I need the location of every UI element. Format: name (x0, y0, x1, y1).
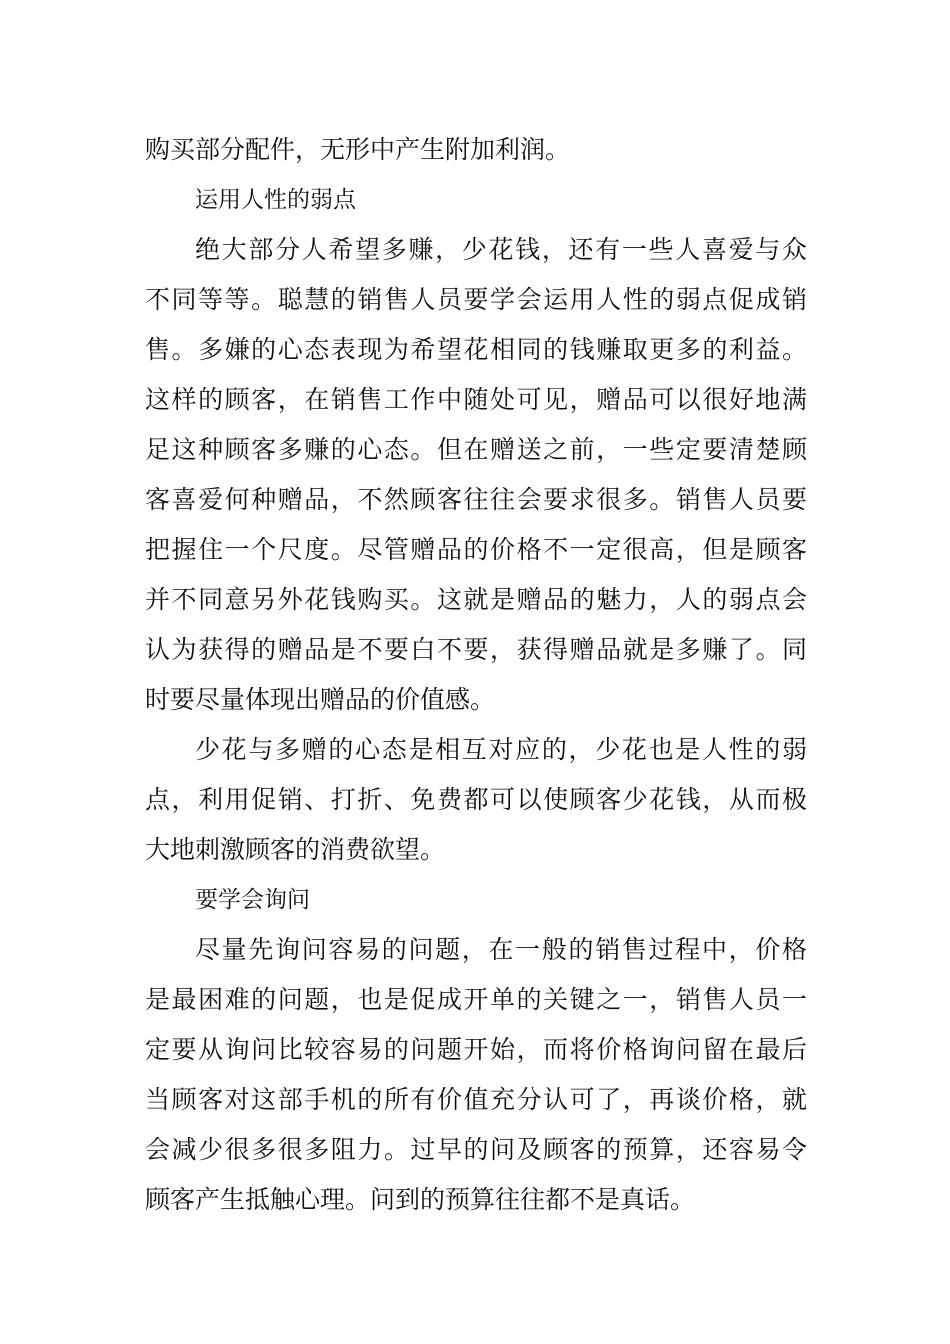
paragraph-line: 定要从询问比较容易的问题开始，而将价格询问留在最后 (145, 1035, 807, 1064)
document-page (145, 125, 807, 1225)
paragraph-first-line: 少花与多赠的心态是相互对应的，少花也是人性的弱 (195, 735, 807, 764)
paragraph-line: 是最困难的问题，也是促成开单的关键之一，销售人员一 (145, 985, 807, 1014)
paragraph-line: 会减少很多很多阻力。过早的问及顾客的预算，还容易令 (145, 1135, 807, 1164)
paragraph-line: 认为获得的赠品是不要白不要，获得赠品就是多赚了。同 (145, 635, 807, 664)
paragraph-first-line: 绝大部分人希望多赚，少花钱，还有一些人喜爱与众 (195, 235, 807, 264)
section-heading: 要学会询问 (195, 887, 310, 913)
paragraph-first-line: 尽量先询问容易的问题，在一般的销售过程中，价格 (195, 935, 807, 964)
paragraph-line: 足这种顾客多赚的心态。但在赠送之前，一些定要清楚顾 (145, 435, 807, 464)
paragraph-line: 并不同意另外花钱购买。这就是赠品的魅力，人的弱点会 (145, 585, 807, 614)
paragraph-line: 大地刺激顾客的消费欲望。 (145, 835, 446, 864)
section-heading: 运用人性的弱点 (195, 187, 356, 213)
paragraph-line: 售。多嫌的心态表现为希望花相同的钱赚取更多的利益。 (145, 335, 807, 364)
paragraph-line: 顾客产生抵触心理。问到的预算往往都不是真话。 (145, 1185, 696, 1214)
paragraph-line: 客喜爱何种赠品，不然顾客往往会要求很多。销售人员要 (145, 485, 807, 514)
paragraph-line: 购买部分配件，无形中产生附加利润。 (145, 135, 571, 164)
paragraph-line: 点，利用促销、打折、免费都可以使顾客少花钱，从而极 (145, 785, 807, 814)
paragraph-line: 把握住一个尺度。尽管赠品的价格不一定很高，但是顾客 (145, 535, 807, 564)
paragraph-line: 当顾客对这部手机的所有价值充分认可了，再谈价格，就 (145, 1085, 807, 1114)
paragraph-line: 时要尽量体现出赠品的价值感。 (145, 685, 496, 714)
paragraph-line: 这样的顾客，在销售工作中随处可见，赠品可以很好地满 (145, 385, 807, 414)
paragraph-line: 不同等等。聪慧的销售人员要学会运用人性的弱点促成销 (145, 285, 807, 314)
